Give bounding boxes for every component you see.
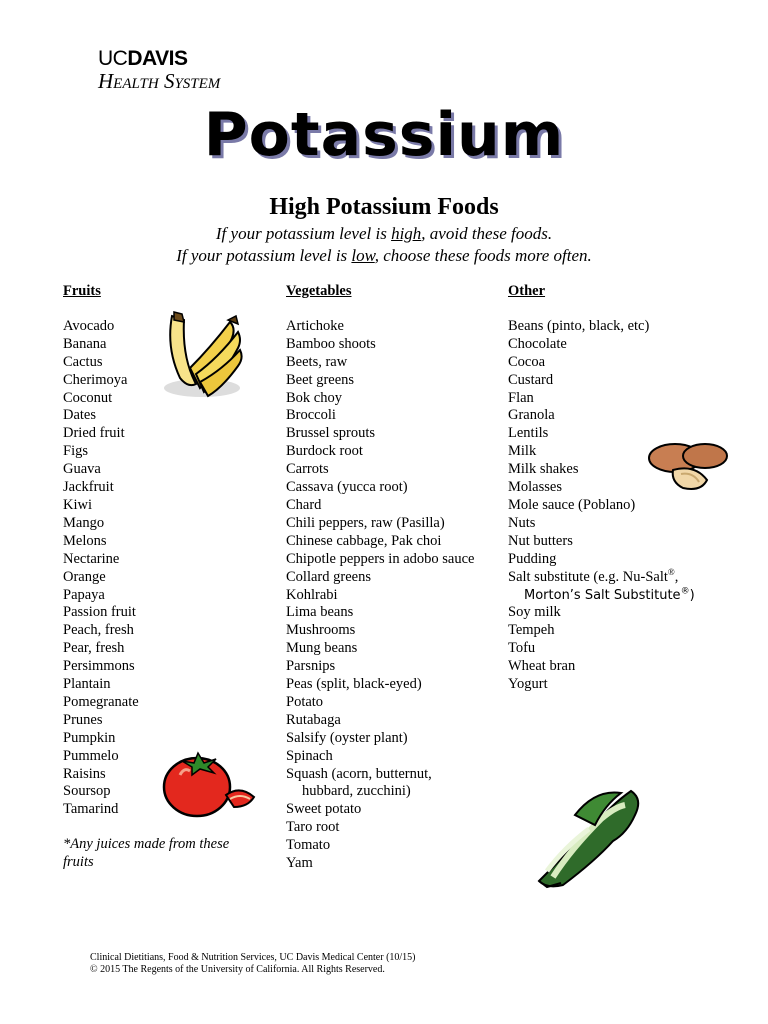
other-list	[508, 318, 695, 694]
footer-copyright: © 2015 The Regents of the University of California. All Rights Reserved.	[90, 964, 385, 975]
list-item: Nuts	[508, 514, 536, 531]
logo-davis: DAVIS	[127, 47, 188, 70]
list-item: Taro root	[286, 819, 340, 836]
juice-note: *Any juices made from these fruits	[63, 836, 230, 871]
tomato-icon	[160, 745, 258, 820]
list-item: Cocoa	[508, 353, 546, 370]
salt-text-2: Morton’s Salt Substitute	[524, 587, 681, 603]
list-item	[508, 566, 695, 605]
list-item: Beets, raw	[286, 353, 348, 370]
intro-line-high	[0, 224, 768, 244]
logo-uc: UC	[98, 47, 128, 70]
list-item: Potato	[286, 693, 324, 710]
list-item: Soursop	[63, 783, 111, 800]
page-subtitle: High Potassium Foods	[269, 194, 499, 220]
intro-text: If your potassium level is	[215, 224, 392, 243]
list-item: Nectarine	[63, 550, 120, 567]
squash-line-cont: hubbard, zucchini)	[302, 783, 411, 800]
list-item: Jackfruit	[63, 479, 114, 496]
list-item: Wheat bran	[508, 658, 576, 675]
list-item: Chocolate	[508, 335, 567, 352]
list-item: Molasses	[508, 479, 562, 496]
intro-emph-high: high	[391, 224, 422, 243]
list-item: Bok choy	[286, 389, 342, 406]
list-item: Avocado	[63, 317, 115, 334]
list-item: Mushrooms	[286, 622, 356, 639]
list-item: Milk shakes	[508, 461, 579, 478]
registered-mark: ®	[680, 586, 690, 597]
list-item: Custard	[508, 371, 554, 388]
intro-line-low	[0, 246, 768, 266]
footer-credit: Clinical Dietitians, Food & Nutrition Services, UC Davis Medical Center (10/15)	[90, 952, 416, 963]
list-item: Raisins	[63, 765, 106, 782]
lettuce-icon	[535, 785, 645, 890]
list-item: Persimmons	[63, 658, 135, 675]
list-item: Pumpkin	[63, 729, 116, 746]
list-item: Granola	[508, 407, 555, 424]
list-item: Burdock root	[286, 443, 363, 460]
list-item: Cactus	[63, 353, 103, 370]
list-item: Soy milk	[508, 604, 561, 621]
squash-line: Squash (acorn, butternut,	[286, 765, 432, 782]
list-item: Artichoke	[286, 317, 344, 334]
list-item: Plantain	[63, 676, 111, 693]
salt-line-cont	[508, 587, 695, 605]
list-item: Chard	[286, 496, 322, 513]
list-item: Cassava (yucca root)	[286, 479, 408, 496]
list-item: Tempeh	[508, 622, 555, 639]
page-title: Potassium	[203, 100, 565, 170]
list-item: Mole sauce (Poblano)	[508, 496, 636, 513]
list-item	[286, 766, 474, 802]
list-item: Cherimoya	[63, 371, 128, 388]
registered-mark: ®	[667, 566, 675, 577]
list-item: Passion fruit	[63, 604, 136, 621]
list-item: Guava	[63, 461, 101, 478]
list-item: Prunes	[63, 711, 103, 728]
salt-text-2-end: )	[689, 587, 695, 603]
salt-line	[508, 566, 695, 587]
list-item: Mung beans	[286, 640, 358, 657]
list-item: Nut butters	[508, 532, 573, 549]
list-item: Parsnips	[286, 658, 336, 675]
list-item: Peas (split, black-eyed)	[286, 676, 422, 693]
list-item: Peach, fresh	[63, 622, 134, 639]
list-item: Pomegranate	[63, 693, 139, 710]
list-item: Beet greens	[286, 371, 355, 388]
list-item: Collard greens	[286, 568, 371, 585]
list-item: Tomato	[286, 837, 331, 854]
list-item: Beans (pinto, black, etc)	[508, 317, 650, 334]
vegetables-heading: Vegetables	[286, 283, 352, 299]
logo-health-system: Health System	[98, 69, 221, 93]
salt-text: Salt substitute (e.g. Nu-Salt	[508, 568, 668, 585]
intro-text: If your potassium level is	[176, 246, 352, 265]
list-item: Flan	[508, 389, 534, 406]
nuts-icon	[645, 440, 730, 495]
uc-davis-logo	[98, 48, 220, 92]
list-item: Chipotle peppers in adobo sauce	[286, 550, 475, 567]
list-item: Chili peppers, raw (Pasilla)	[286, 514, 445, 531]
list-item: Pear, fresh	[63, 640, 125, 657]
list-item: Dates	[63, 407, 97, 424]
list-item: Yam	[286, 855, 313, 872]
list-item: Milk	[508, 443, 537, 460]
list-item: Dried fruit	[63, 425, 125, 442]
salt-text-end: ,	[674, 568, 679, 585]
list-item: Tamarind	[63, 801, 119, 818]
list-item: Broccoli	[286, 407, 336, 424]
list-item: Yogurt	[508, 676, 548, 693]
vegetables-column	[286, 283, 474, 873]
intro-emph-low: low	[351, 246, 375, 265]
other-heading: Other	[508, 283, 546, 299]
list-item: Lima beans	[286, 604, 354, 621]
fruits-heading: Fruits	[63, 283, 101, 299]
list-item: Kohlrabi	[286, 586, 338, 603]
intro-text: , choose these foods more often.	[374, 246, 592, 265]
list-item: Chinese cabbage, Pak choi	[286, 532, 442, 549]
list-item: Banana	[63, 335, 107, 352]
footer	[90, 952, 416, 976]
list-item: Pummelo	[63, 747, 119, 764]
list-item: Pudding	[508, 550, 557, 567]
vegetables-items-after	[286, 801, 474, 873]
list-item: Rutabaga	[286, 711, 341, 728]
list-item: Mango	[63, 514, 105, 531]
list-item: Salsify (oyster plant)	[286, 729, 408, 746]
list-item: Spinach	[286, 747, 333, 764]
list-item: Papaya	[63, 586, 105, 603]
vegetables-items	[286, 318, 474, 766]
other-items-after	[508, 604, 695, 694]
intro-text: , avoid these foods.	[421, 224, 553, 243]
list-item: Tofu	[508, 640, 536, 657]
banana-icon	[160, 308, 245, 400]
list-item: Brussel sprouts	[286, 425, 376, 442]
list-item: Coconut	[63, 389, 113, 406]
list-item: Figs	[63, 443, 88, 460]
list-item: Orange	[63, 568, 106, 585]
list-item: Melons	[63, 532, 107, 549]
list-item: Carrots	[286, 461, 329, 478]
list-item: Kiwi	[63, 496, 92, 513]
vegetables-list	[286, 318, 474, 873]
list-item: Lentils	[508, 425, 549, 442]
list-item: Sweet potato	[286, 801, 362, 818]
list-item: Bamboo shoots	[286, 335, 376, 352]
logo-uc-davis	[98, 48, 220, 70]
